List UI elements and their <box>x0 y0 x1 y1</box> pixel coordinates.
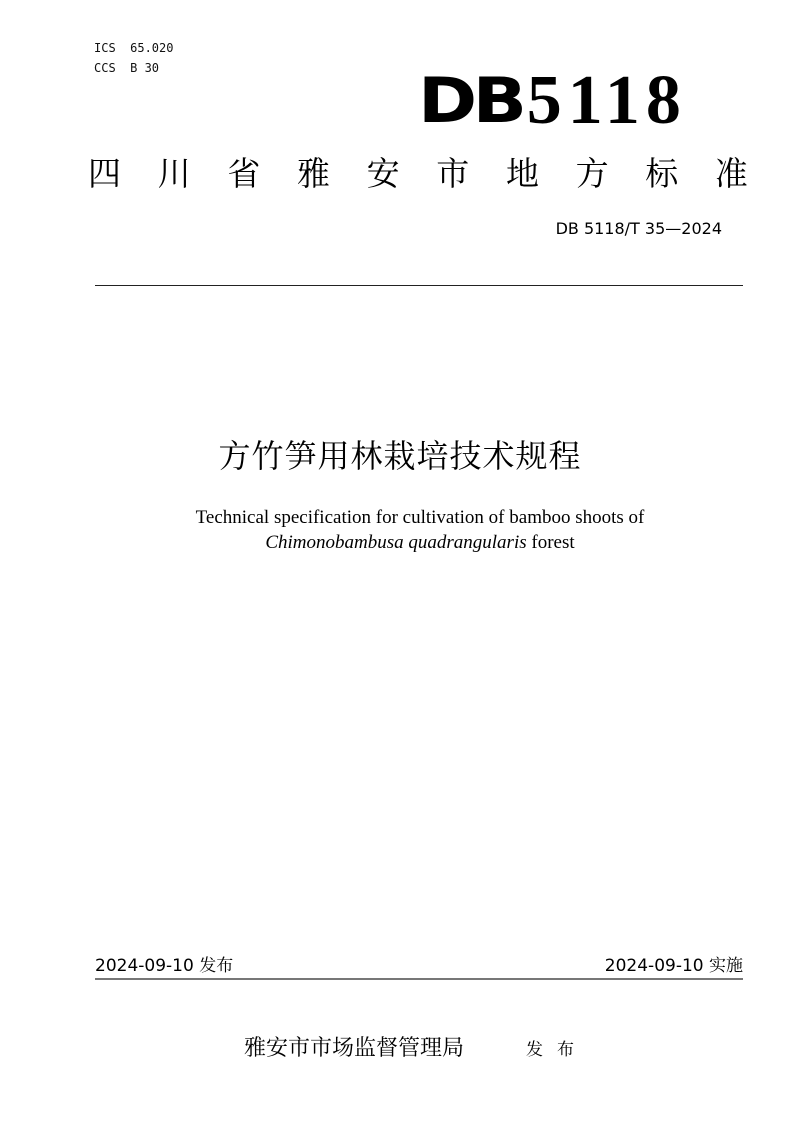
issued-label: 发布 <box>526 1040 588 1060</box>
heading-char: 安 <box>366 154 400 193</box>
heading-char: 标 <box>645 154 679 193</box>
standard-code: DB 5118/T 35—2024 <box>555 219 722 238</box>
document-title-zh: 方竹笋用林栽培技术规程 <box>218 437 582 475</box>
db-logo-number: 5118 <box>526 62 687 139</box>
heading-char: 地 <box>505 154 539 193</box>
ccs-code: CCS B 30 <box>94 61 160 75</box>
heading-char: 市 <box>436 154 470 193</box>
heading-char: 准 <box>714 154 748 193</box>
heading-char: 省 <box>227 154 261 193</box>
species-name: Chimonobambusa quadrangularis <box>265 532 527 553</box>
heading-char: 方 <box>575 154 609 193</box>
ics-code: ICS 65.020 <box>94 41 174 55</box>
db-logo <box>418 62 687 139</box>
implementation-date: 2024-09-10 实施 <box>604 956 743 976</box>
heading-char: 雅 <box>296 154 330 193</box>
top-divider <box>95 285 743 286</box>
db-logo-letters: DB <box>418 64 523 137</box>
en-title-line2 <box>0 530 800 555</box>
standard-type-heading <box>88 152 748 196</box>
en-title-suffix: forest <box>526 532 575 553</box>
issue-date: 2024-09-10 发布 <box>95 956 234 976</box>
heading-char: 四 <box>88 154 121 193</box>
heading-char: 川 <box>157 154 191 193</box>
dates-row <box>95 955 743 977</box>
issuing-authority: 雅安市市场监督管理局 <box>244 1036 465 1061</box>
classification-block <box>94 38 173 78</box>
document-title-en <box>0 505 800 555</box>
en-title-line1: Technical specification for cultivation of bamboo shoots of <box>195 507 645 528</box>
bottom-divider <box>95 978 743 980</box>
